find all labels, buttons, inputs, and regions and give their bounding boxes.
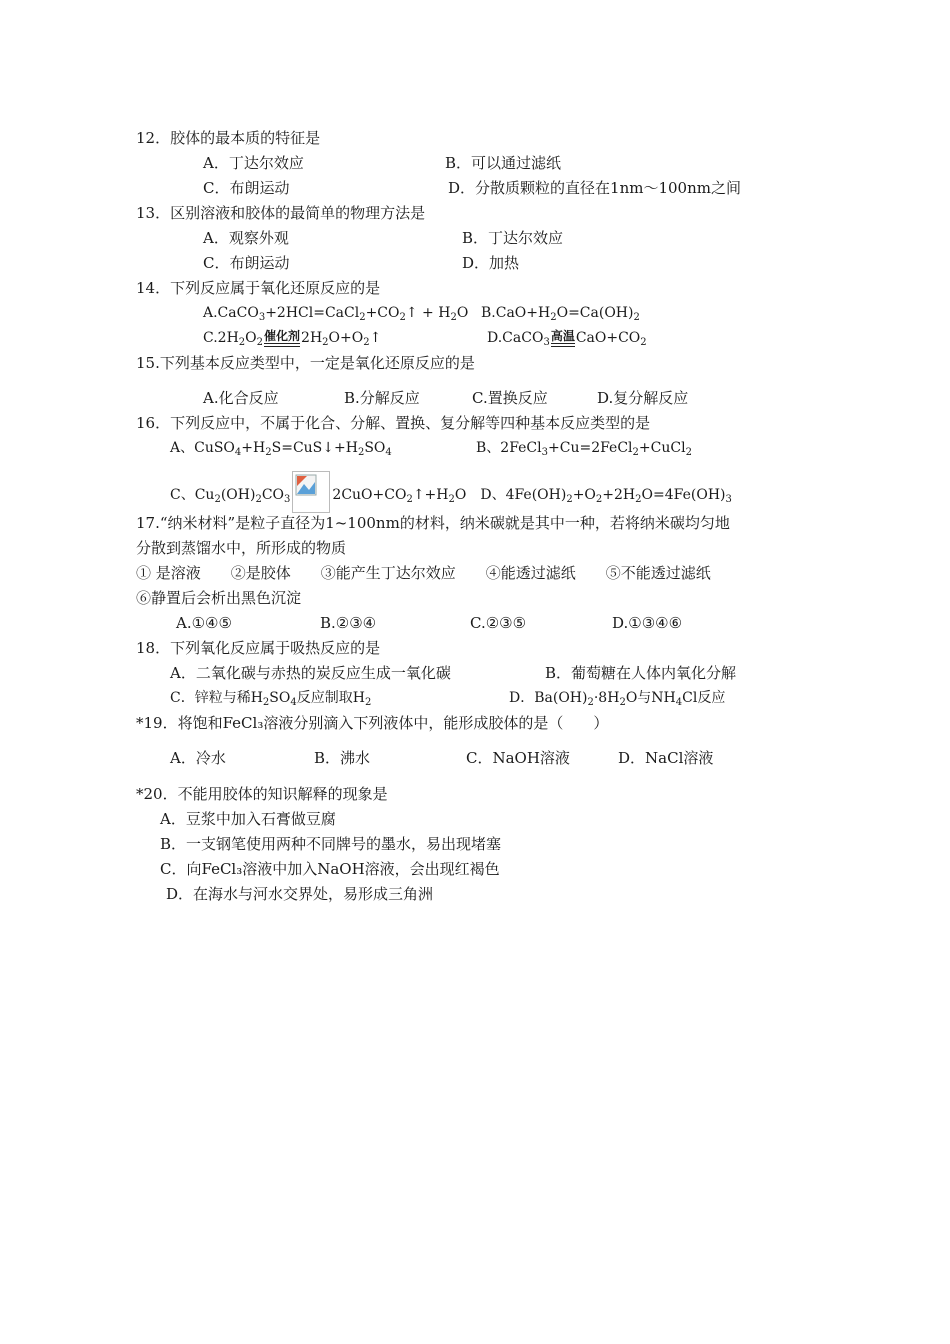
question-12-option-b: B．可以通过滤纸 [445, 154, 562, 172]
question-20-option-c: C．向FeCl₃溶液中加入NaOH溶液，会出现红褐色 [160, 860, 500, 878]
question-13-stem: 13．区别溶液和胶体的最简单的物理方法是 [136, 204, 426, 222]
question-19-option-c: C．NaOH溶液 [466, 749, 570, 767]
high-temperature-condition: 高温 [550, 330, 576, 347]
question-19-option-a: A．冷水 [170, 749, 226, 767]
question-19-stem: *19．将饱和FeCl₃溶液分别滴入下列液体中，能形成胶体的是（ ） [136, 714, 609, 732]
question-13-option-d: D．加热 [462, 254, 520, 272]
question-13-option-a: A．观察外观 [203, 229, 289, 247]
question-17-items-line-2: ⑥静置后会析出黑色沉淀 [136, 589, 302, 607]
catalyst-condition: 催化剂 [263, 330, 301, 347]
question-15-stem: 15.下列基本反应类型中，一定是氧化还原反应的是 [136, 354, 475, 372]
question-18-option-d: D．$Ba(OH)_2\cdot 8H_2O$与$NH_4Cl$反应 [509, 690, 726, 708]
question-17-option-d: D.①③④⑥ [612, 614, 683, 632]
question-18-option-c: C．锌粒与稀$H_2SO_4$反应制取$H_2$ [170, 690, 372, 708]
question-20-stem: *20．不能用胶体的知识解释的现象是 [136, 785, 388, 803]
question-14-option-a: $A.CaCO_3+2HCl=CaCl_2+CO_2↑ + H_2O$ [203, 305, 469, 323]
question-17-option-a: A.①④⑤ [176, 614, 232, 632]
question-16-option-a: A、$CuSO_4+H_2S=CuS↓+H_2SO_4$ [170, 440, 392, 458]
question-20-option-d: D．在海水与河水交界处，易形成三角洲 [166, 885, 434, 903]
question-17-items-line-1: ① 是溶液 ②是胶体 ③能产生丁达尔效应 ④能透过滤纸 ⑤不能透过滤纸 [136, 564, 711, 582]
question-13-option-b: B．丁达尔效应 [462, 229, 564, 247]
question-18-option-a: A．二氧化碳与赤热的炭反应生成一氧化碳 [170, 664, 451, 682]
question-12-stem: 12．胶体的最本质的特征是 [136, 129, 321, 147]
question-16-stem: 16．下列反应中，不属于化合、分解、置换、复分解等四种基本反应类型的是 [136, 414, 651, 432]
question-17-option-c: C.②③⑤ [470, 614, 527, 632]
question-14-option-b: $B.CaO+H_2O=Ca(OH)_2$ [481, 305, 640, 323]
question-17-stem-line-2: 分散到蒸馏水中，所形成的物质 [136, 539, 347, 557]
question-13-option-c: C．布朗运动 [203, 254, 290, 272]
question-12-option-c: C．布朗运动 [203, 179, 290, 197]
question-19-option-b: B．沸水 [314, 749, 371, 767]
question-14-option-d: D.CaCO$_3$ 高温 $CaO+CO_2$ [487, 329, 647, 348]
question-15-option-b: B.分解反应 [344, 389, 420, 407]
question-15-option-c: C.置换反应 [472, 389, 548, 407]
question-16-option-c: C、$Cu_2(OH)_2CO_3$ $2CuO+CO_2↑+H_2O$ D、$4Fe(OH)_2+O_2+2H_2O=4Fe(OH)_3$ [170, 471, 732, 513]
question-18-stem: 18．下列氧化反应属于吸热反应的是 [136, 639, 381, 657]
question-15-option-d: D.复分解反应 [597, 389, 689, 407]
question-14-stem: 14．下列反应属于氧化还原反应的是 [136, 279, 381, 297]
question-20-option-b: B．一支钢笔使用两种不同牌号的墨水，易出现堵塞 [160, 835, 502, 853]
question-17-option-b: B.②③④ [320, 614, 377, 632]
question-18-option-b: B．葡萄糖在人体内氧化分解 [545, 664, 737, 682]
question-19-option-d: D．NaCl溶液 [618, 749, 714, 767]
question-16-option-b: B、2FeCl$_3$+Cu=2FeCl$_2$+CuCl$_2$ [476, 440, 692, 458]
question-15-option-a: A.化合反应 [203, 389, 279, 407]
question-12-option-a: A．丁达尔效应 [203, 154, 304, 172]
broken-image-icon [292, 471, 330, 513]
question-20-option-a: A．豆浆中加入石膏做豆腐 [160, 810, 336, 828]
question-14-option-c: $C.2H_2O_2$ 催化剂 $2H_2O+O_2↑$ [203, 329, 382, 348]
question-17-stem-line-1: 17.“纳米材料”是粒子直径为1~100nm的材料，纳米碳就是其中一种，若将纳米碳均匀地 [136, 514, 730, 532]
question-12-option-d: D．分散质颗粒的直径在1nm～100nm之间 [448, 179, 741, 197]
